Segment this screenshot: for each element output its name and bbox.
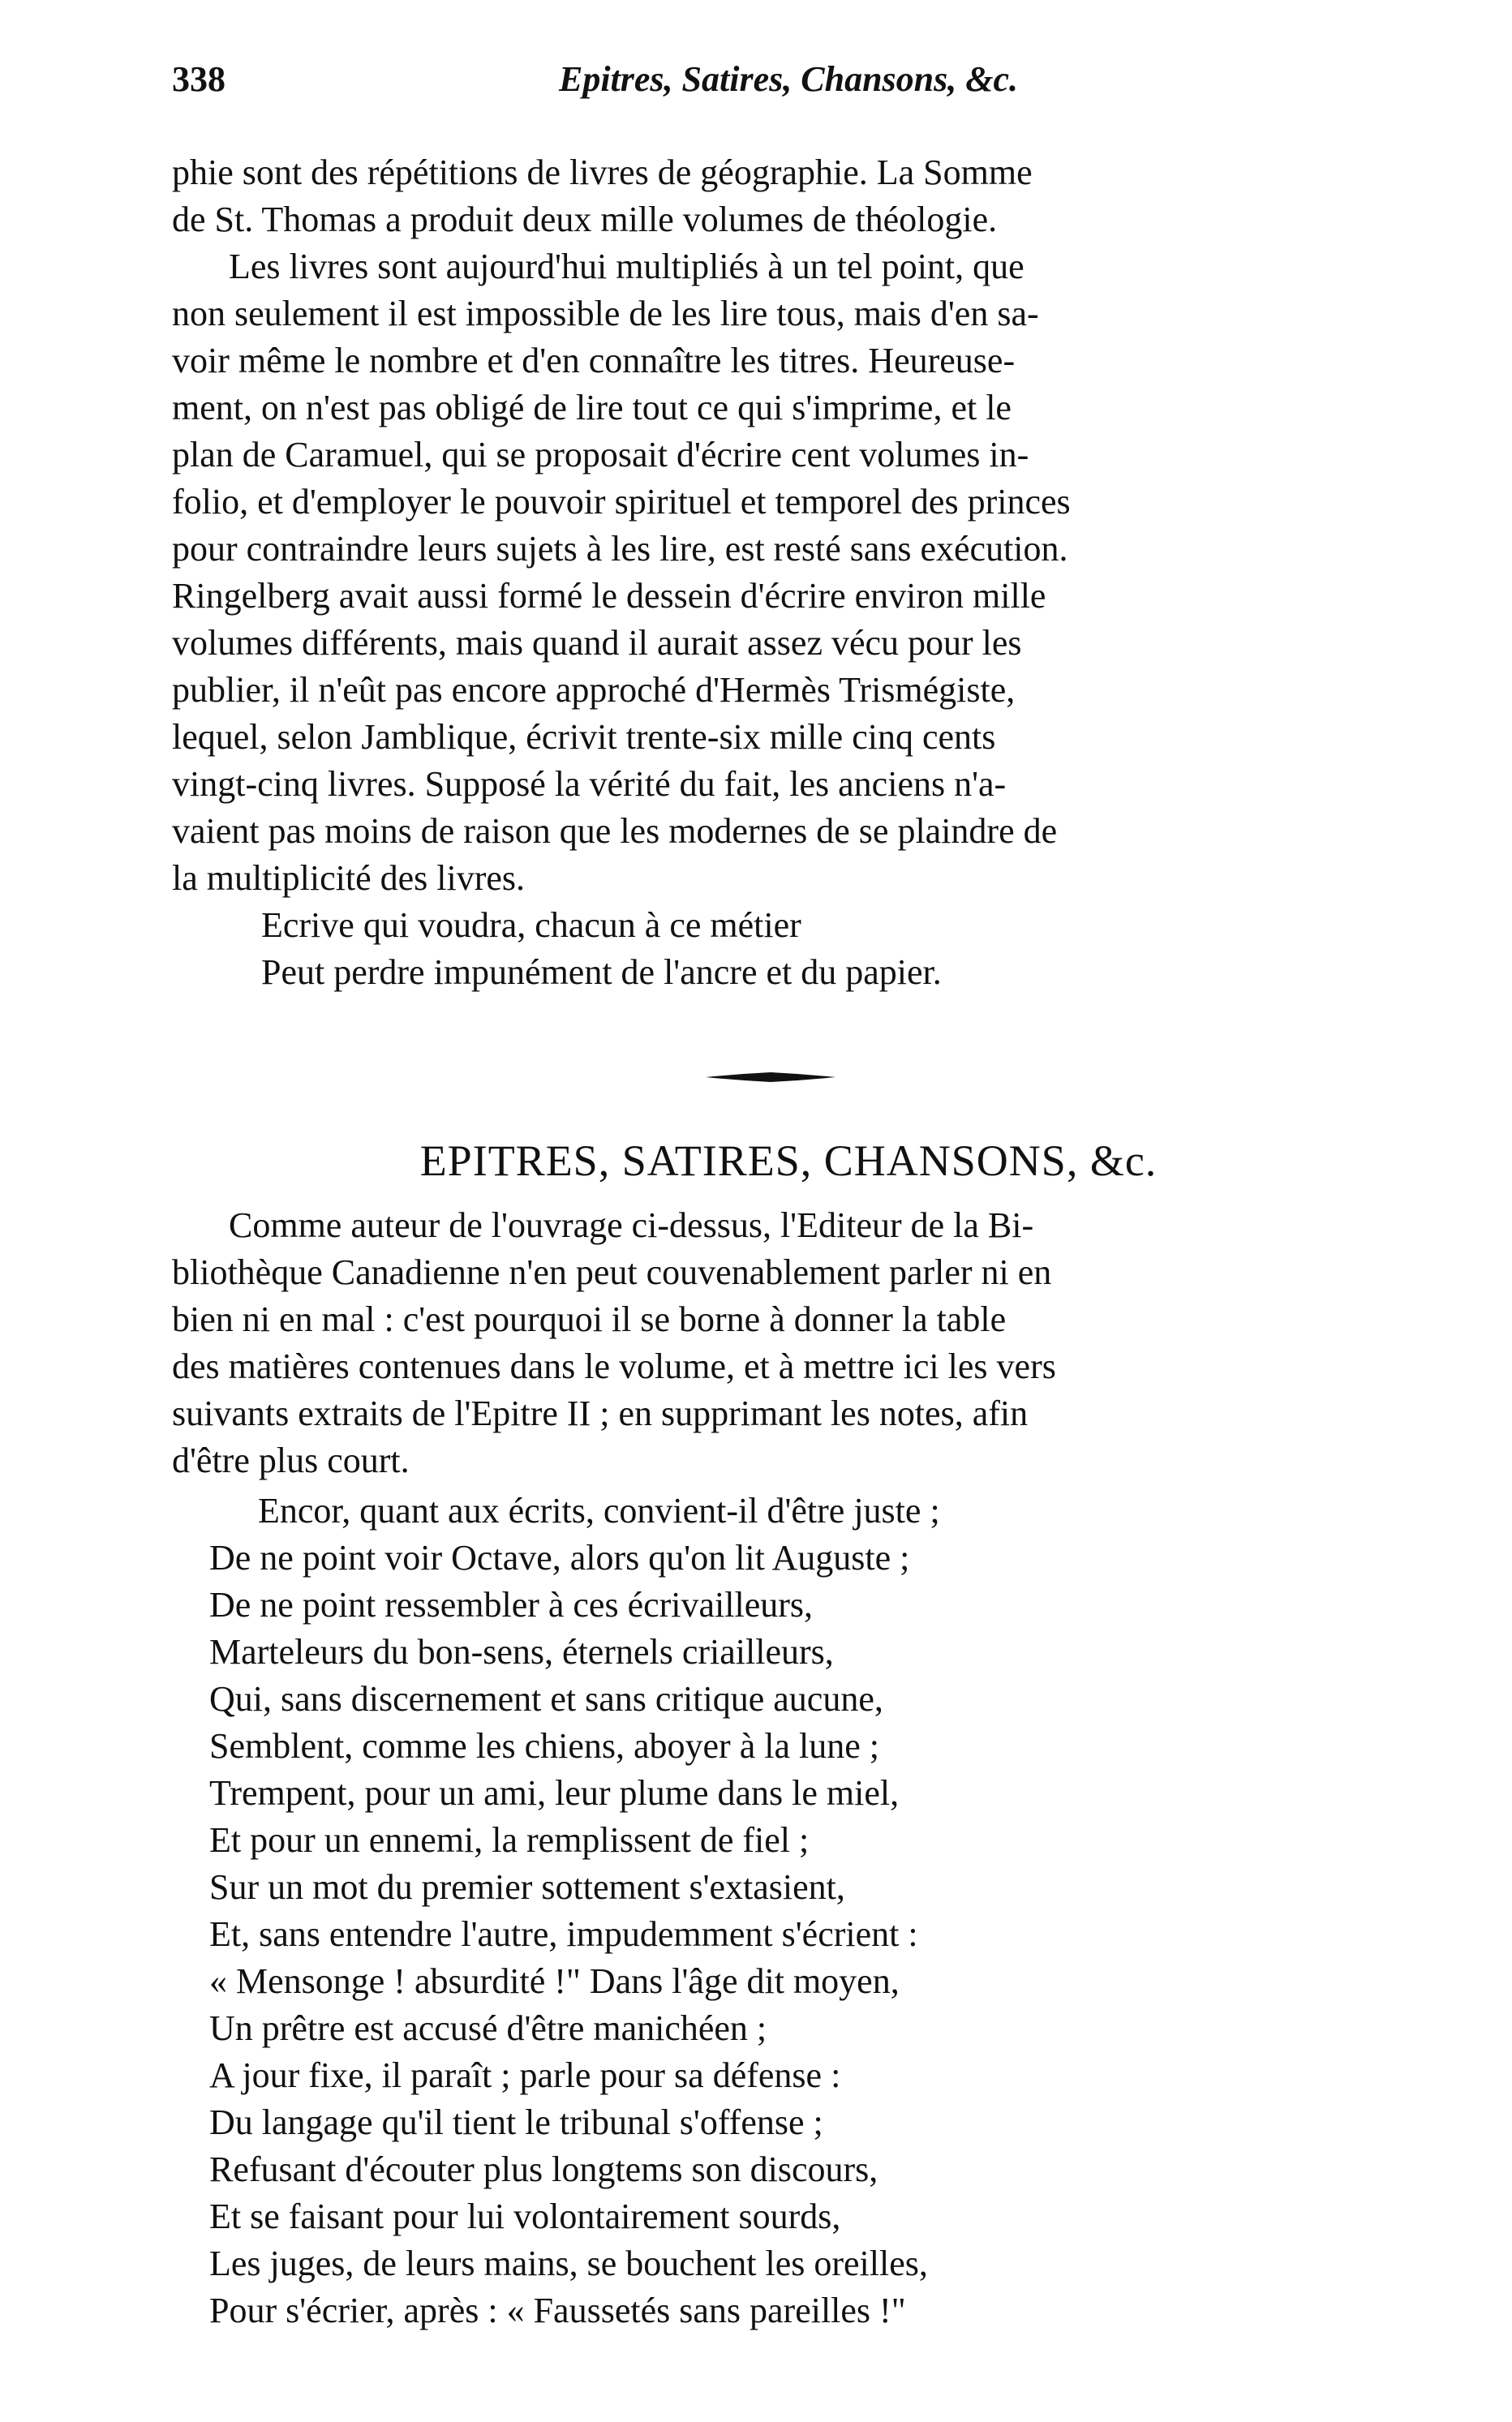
poem-line: Semblent, comme les chiens, aboyer à la lune ; <box>209 1726 879 1766</box>
section-line: Comme auteur de l'ouvrage ci-dessus, l'Editeur de la Bi- <box>229 1205 1034 1245</box>
quote-line: Ecrive qui voudra, chacun à ce métier <box>261 905 801 945</box>
section-line: bliothèque Canadienne n'en peut couvenablement parler ni en <box>172 1252 1052 1292</box>
prose-line: vaient pas moins de raison que les modernes de se plaindre de <box>172 811 1058 851</box>
prose-line: la multiplicité des livres. <box>172 858 526 898</box>
section-body <box>172 1202 1405 1484</box>
prose-line: publier, il n'eût pas encore approché d'Hermès Trismégiste, <box>172 670 1016 710</box>
poem-line: A jour fixe, il paraît ; parle pour sa défense : <box>209 2055 841 2095</box>
prose-line: volumes différents, mais quand il aurait assez vécu pour les <box>172 623 1022 663</box>
poem-line: Trempent, pour un ami, leur plume dans le miel, <box>209 1773 900 1813</box>
prose-line: Ringelberg avait aussi formé le dessein d'écrire environ mille <box>172 576 1046 616</box>
prose-line: pour contraindre leurs sujets à les lire, est resté sans exécution. <box>172 529 1068 569</box>
poem-line: Pour s'écrier, après : « Faussetés sans pareilles !" <box>209 2291 906 2330</box>
poem-line: Un prêtre est accusé d'être manichéen ; <box>209 2008 767 2048</box>
poem-line: Du langage qu'il tient le tribunal s'offense ; <box>209 2102 823 2142</box>
section-line: des matières contenues dans le volume, et à mettre ici les vers <box>172 1346 1056 1386</box>
section-line: bien ni en mal : c'est pourquoi il se borne à donner la table <box>172 1299 1007 1339</box>
prose-line: plan de Caramuel, qui se proposait d'écrire cent volumes in- <box>172 435 1029 475</box>
prose-line: lequel, selon Jamblique, écrivit trente-six mille cinq cents <box>172 717 996 757</box>
prose-line: Les livres sont aujourd'hui multipliés à un tel point, que <box>229 247 1024 286</box>
section-title: EPITRES, SATIRES, CHANSONS, &c. <box>419 1136 1158 1185</box>
section-line: d'être plus court. <box>172 1441 410 1480</box>
poem-line: Et pour un ennemi, la remplissent de fiel ; <box>209 1820 810 1860</box>
prose-line: non seulement il est impossible de les lire tous, mais d'en sa- <box>172 294 1039 333</box>
prose-line: voir même le nombre et d'en connaître les titres. Heureuse- <box>172 341 1016 380</box>
prose-line: ment, on n'est pas obligé de lire tout ce qui s'imprime, et le <box>172 388 1012 427</box>
poem-line: « Mensonge ! absurdité !" Dans l'âge dit moyen, <box>209 1961 900 2001</box>
section-line: suivants extraits de l'Epitre II ; en supprimant les notes, afin <box>172 1394 1029 1433</box>
prose-block <box>172 149 1405 996</box>
poem-line: Les juges, de leurs mains, se bouchent les oreilles, <box>209 2244 928 2283</box>
poem-line: Qui, sans discernement et sans critique aucune, <box>209 1679 883 1719</box>
poem-line: Sur un mot du premier sottement s'extasient, <box>209 1867 845 1907</box>
poem-line: De ne point voir Octave, alors qu'on lit Auguste ; <box>209 1538 910 1578</box>
page-number: 338 <box>172 59 226 99</box>
poem-line: Marteleurs du bon-sens, éternels criailleurs, <box>209 1632 834 1672</box>
running-head <box>172 58 1405 115</box>
poem-line: Refusant d'écouter plus longtems son discours, <box>209 2149 878 2189</box>
prose-line: phie sont des répétitions de livres de géographie. La Somme <box>172 152 1033 192</box>
section-divider-ornament <box>706 1071 835 1084</box>
running-head-title: Epitres, Satires, Chansons, &c. <box>558 59 1019 99</box>
prose-line: de St. Thomas a produit deux mille volumes de théologie. <box>172 200 998 239</box>
quote-line: Peut perdre impunément de l'ancre et du papier. <box>261 952 942 992</box>
prose-line: folio, et d'employer le pouvoir spirituel et temporel des princes <box>172 482 1071 522</box>
poem-block <box>209 1488 1394 2334</box>
poem-line: De ne point ressembler à ces écrivailleurs, <box>209 1585 814 1625</box>
poem-line: Et se faisant pour lui volontairement sourds, <box>209 2197 841 2236</box>
prose-line: vingt-cinq livres. Supposé la vérité du fait, les anciens n'a- <box>172 764 1007 804</box>
poem-line: Et, sans entendre l'autre, impudemment s'écrient : <box>209 1914 918 1954</box>
poem-line: Encor, quant aux écrits, convient-il d'être juste ; <box>258 1491 940 1531</box>
